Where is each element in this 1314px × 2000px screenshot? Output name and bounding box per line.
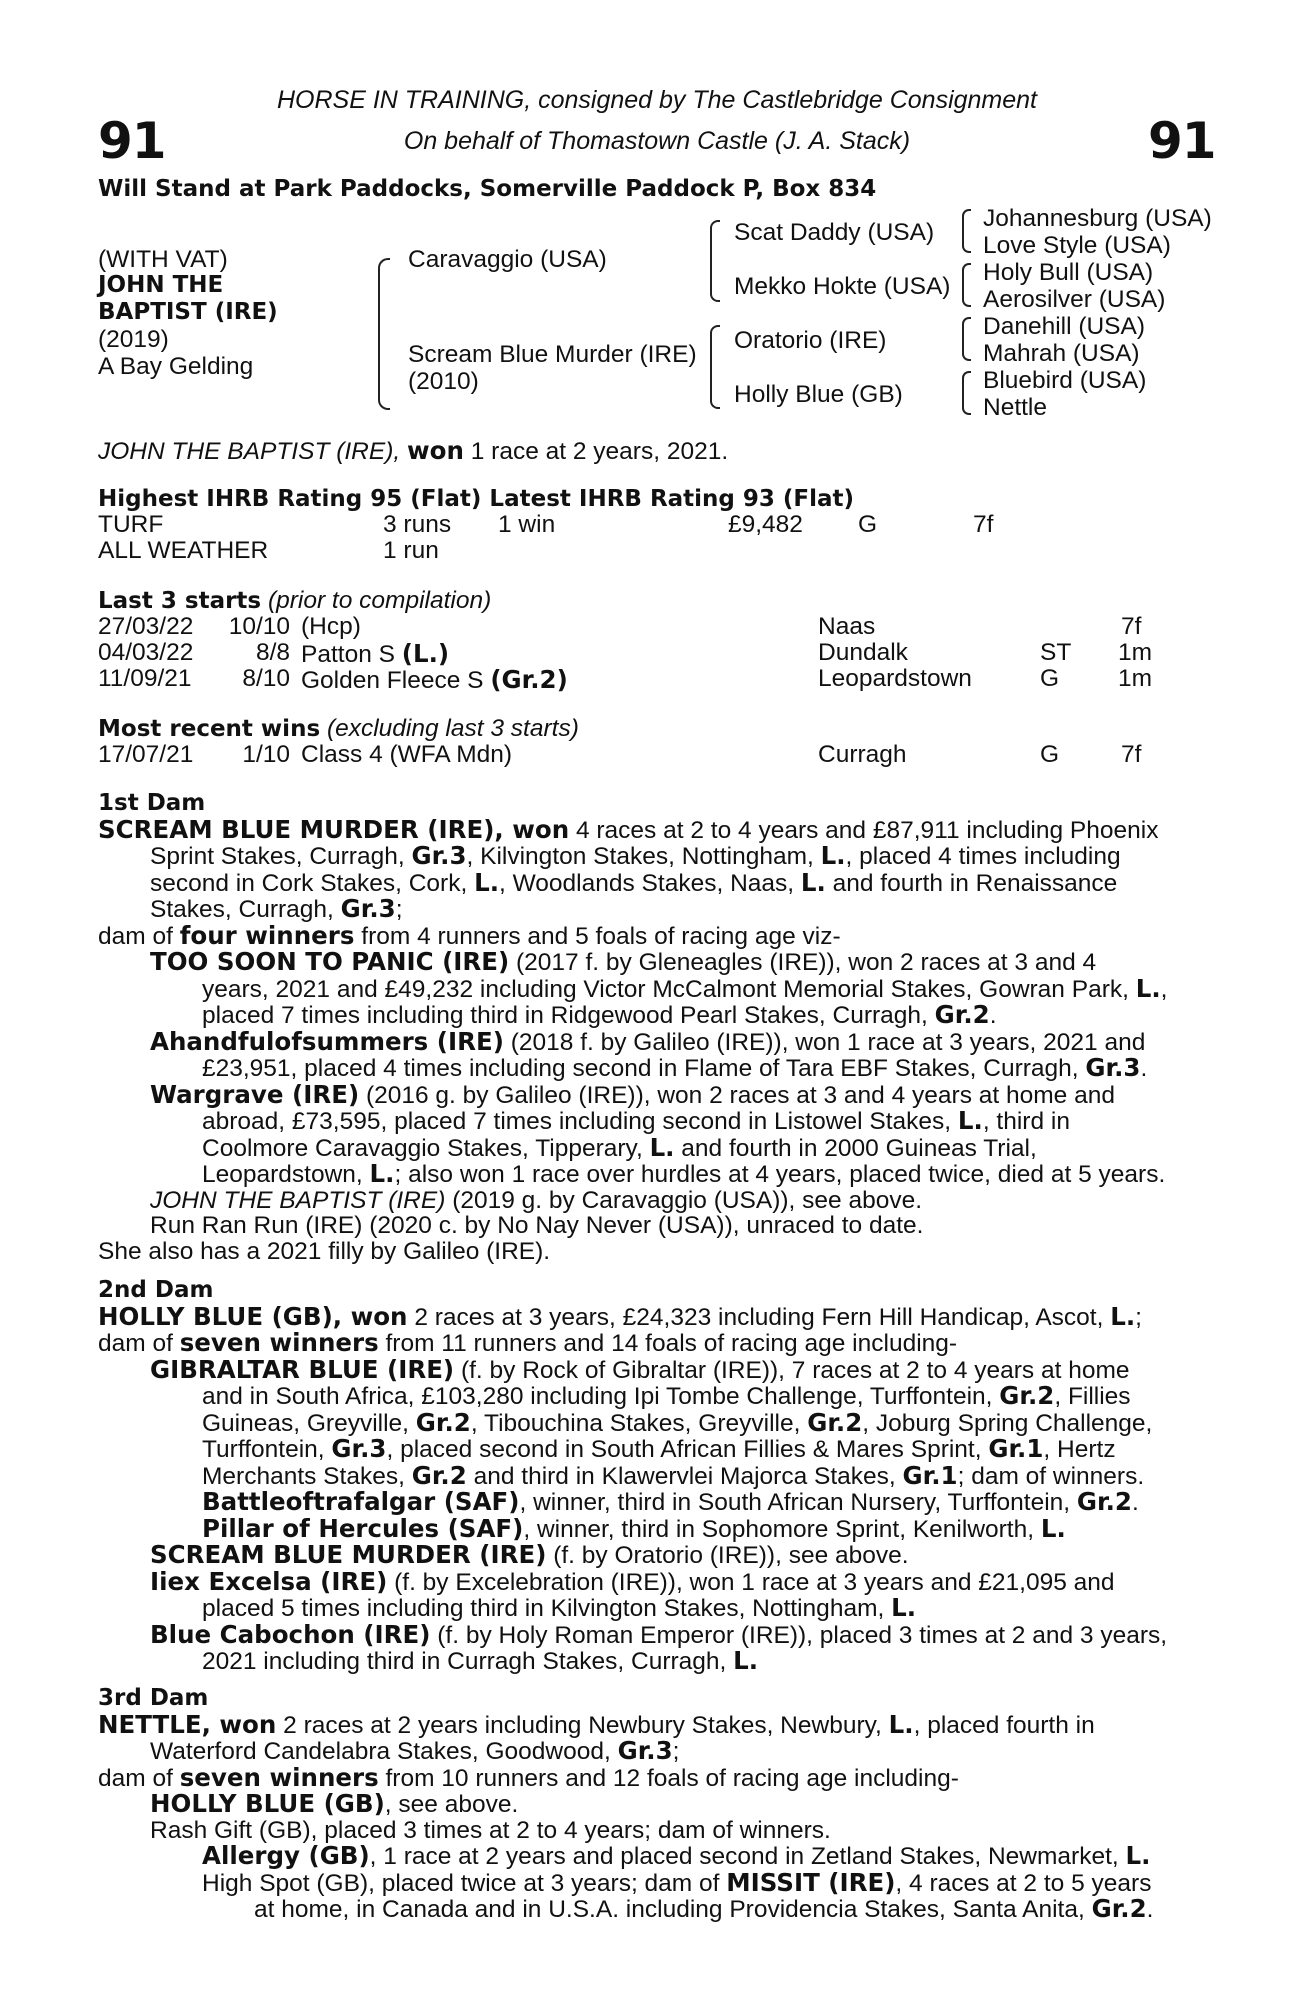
- text: and in South Africa, £103,280 including Ipi Tombe Challenge, Turffontein,: [202, 1383, 1000, 1410]
- offspring-name: SCREAM BLUE MURDER (IRE): [150, 1540, 547, 1569]
- grade: Gr.2: [807, 1407, 863, 1437]
- offspring-line: Run Ran Run (IRE) (2020 c. by No Nay Never (USA)), unraced to date.: [150, 1212, 924, 1239]
- start-dist: 7f: [1121, 613, 1142, 640]
- recent-note: (excluding last 3 starts): [326, 715, 579, 742]
- text: , Tibouchina Stakes, Greyville,: [470, 1409, 808, 1437]
- grade: Gr.2: [411, 1460, 467, 1490]
- grade: L.: [733, 1646, 759, 1675]
- text: at home, in Canada and in U.S.A. including Providencia Stakes, Santa Anita,: [254, 1896, 1092, 1923]
- dam-sire-sire: Danehill (USA): [983, 313, 1146, 340]
- text: Coolmore Caravaggio Stakes, Tipperary,: [202, 1134, 650, 1162]
- pedigree-brace-main: [378, 258, 390, 410]
- lot-number-right: 91: [1148, 112, 1216, 170]
- stand-location: Will Stand at Park Paddocks, Somerville Paddock P, Box 834: [98, 176, 877, 202]
- text: Woodlands Stakes, Naas,: [512, 869, 801, 897]
- last3-note: (prior to compilation): [267, 587, 492, 614]
- start-race: Golden Fleece S: [301, 667, 484, 694]
- text: ; also won 1 race over hurdles at 4 years, placed twice, died at 5 years.: [394, 1161, 1166, 1188]
- text: (f. by Excelebration (IRE)), won 1 race at 3 years and £21,095 and: [387, 1568, 1115, 1596]
- text: dam of: [98, 922, 180, 950]
- text: , placed 4 times including: [845, 843, 1121, 870]
- text: Leopardstown,: [202, 1161, 370, 1188]
- sire-sire-dam: Love Style (USA): [983, 232, 1171, 259]
- winners-count: seven winners: [179, 1762, 379, 1792]
- sire-name: Caravaggio (USA): [408, 246, 607, 273]
- first-dam-title: 1st Dam: [98, 790, 206, 816]
- text: 2 races at 2 years including Newbury Stakes, Newbury,: [276, 1711, 889, 1739]
- second-dam-section: 2nd Dam HOLLY BLUE (GB), won 2 races at 3 years, £24,323 including Fern Hill Handicap, Ascot, L.; dam of seven winners from 11 runners and 14 foals of racing age including- GIBRALTAR BLUE (IRE) (f. by Rock of Gibraltar (IRE)), 7 races at 2 to 4 years at home and in South Africa, £103,280 including Ipi Tombe Challenge, Turffontein, Gr.2, Fillies Guineas, Greyville, Gr.2, Tibouchina Stakes, Greyville, Gr.2, Joburg Spring Challenge, Turffontein, Gr.3, placed second in South African Fillies & Mares Sprint, Gr.1, Hertz Merchants Stakes, Gr.2 and third in Klawervlei Majorca Stakes, Gr.1; dam of winners. Battleoftrafalgar (SAF), winner, third in South African Nursery, Turffontein, Gr.2. Pillar of Hercules (SAF), winner, third in Sophomore Sprint, Kenilworth, L. SCREAM BLUE MURDER (IRE) (f. by Oratorio (IRE)), see above. Iiex Excelsa (IRE) (f. by Excelebration (IRE)), won 1 race at 3 years and £21,095 and placed 5 times including third in Kilvington Stakes, Nottingham, L. Blue Cabochon (IRE) (f. by Holy Roman Emperor (IRE)), placed 3 times at 2 and 3 years, 2021 including third in Curragh Stakes, Curragh, L.: [98, 1278, 1203, 1675]
- dam-dam-dam: Nettle: [983, 394, 1048, 421]
- text: from 11 runners and 14 foals of racing age including-: [378, 1330, 958, 1357]
- summary-rest: 1 race at 2 years, 2021.: [470, 438, 729, 465]
- text: Stakes, Curragh,: [150, 896, 341, 923]
- text: , Fillies: [1054, 1383, 1131, 1410]
- start-date: 27/03/22: [98, 613, 194, 640]
- offspring-name: HOLLY BLUE (GB): [150, 1789, 385, 1818]
- dam-name: Scream Blue Murder (IRE): [408, 341, 697, 368]
- offspring-name: Blue Cabochon (IRE): [150, 1619, 431, 1649]
- grade: Gr.1: [988, 1434, 1044, 1463]
- grade: L.: [1110, 1301, 1136, 1331]
- dam-dam: Holly Blue (GB): [734, 381, 903, 408]
- text: Turffontein,: [202, 1436, 332, 1463]
- pedigree-brace-dd: [962, 371, 971, 415]
- rating-wins: 1 win: [498, 511, 556, 538]
- text: dam of: [98, 1330, 180, 1357]
- offspring-name: Battleoftrafalgar (SAF): [202, 1487, 520, 1516]
- text: second in Cork Stakes, Cork,: [150, 869, 475, 897]
- start-course: Leopardstown: [818, 665, 972, 692]
- pedigree-brace-sire: [710, 220, 720, 302]
- lot-number-left: 91: [98, 112, 166, 170]
- start-course: Dundalk: [818, 639, 908, 666]
- last3-title: Last 3 starts: [98, 588, 262, 614]
- grade: Gr.3: [340, 894, 396, 923]
- text: , Hertz: [1043, 1436, 1116, 1463]
- third-dam-name: NETTLE, won: [98, 1709, 277, 1739]
- dam-sire-dam: Mahrah (USA): [983, 340, 1140, 367]
- grade: L.: [1135, 973, 1161, 1003]
- start-date: 11/09/21: [98, 665, 192, 692]
- grade: Gr.3: [617, 1736, 673, 1765]
- text: High Spot (GB), placed twice at 3 years; dam of: [202, 1869, 727, 1897]
- grade: Gr.2: [1091, 1894, 1147, 1923]
- summary-horse-name: JOHN THE BAPTIST (IRE),: [98, 438, 401, 465]
- sire-dam: Mekko Hokte (USA): [734, 273, 951, 300]
- text: , see above.: [384, 1791, 519, 1818]
- text: abroad, £73,595, placed 7 times including second in Listowel Stakes,: [202, 1108, 958, 1135]
- grade: L.: [888, 1709, 914, 1739]
- offspring-name: TOO SOON TO PANIC (IRE): [150, 947, 510, 976]
- text: , third in: [982, 1108, 1070, 1135]
- rating-going: G: [858, 511, 878, 538]
- dam-dam-sire: Bluebird (USA): [983, 367, 1147, 394]
- text: Sprint Stakes, Curragh,: [150, 843, 412, 870]
- text: and fourth in 2000 Guineas Trial,: [674, 1134, 1037, 1162]
- offspring-line: Rash Gift (GB), placed 3 times at 2 to 4 years; dam of winners.: [150, 1816, 831, 1844]
- grade: Gr.2: [415, 1407, 471, 1437]
- third-dam-section: 3rd Dam NETTLE, won 2 races at 2 years including Newbury Stakes, Newbury, L., placed fourth in Waterford Candelabra Stakes, Goodwood, Gr.3; dam of seven winners from 10 runners and 12 foals of racing age including- HOLLY BLUE (GB), see above. Rash Gift (GB), placed 3 times at 2 to 4 years; dam of winners. Allergy (GB), 1 race at 2 years and placed second in Zetland Stakes, Newmarket, L. High Spot (GB), placed twice at 3 years; dam of MISSIT (IRE), 4 races at 2 to 5 years at home, in Canada and in U.S.A. including Providencia Stakes, Santa Anita, Gr.2.: [98, 1686, 1203, 1923]
- sire-dam-sire: Holy Bull (USA): [983, 259, 1154, 286]
- start-position: 10/10: [228, 613, 290, 640]
- recent-title: Most recent wins: [98, 716, 321, 742]
- text: , winner, third in Sophomore Sprint, Kenilworth,: [523, 1515, 1041, 1543]
- grade: L.: [474, 867, 499, 897]
- horse-name-line2: BAPTIST (IRE): [98, 299, 278, 325]
- start-going: G: [1040, 665, 1060, 692]
- text: (2019 g. by Caravaggio (USA)), see above.: [445, 1186, 923, 1214]
- rating-money: £9,482: [728, 511, 803, 538]
- text: , Joburg Spring Challenge,: [862, 1409, 1153, 1437]
- pedigree-brace-sd: [962, 263, 971, 307]
- first-dam-section: 1st Dam SCREAM BLUE MURDER (IRE), won 4 races at 2 to 4 years and £87,911 including Phoenix Sprint Stakes, Curragh, Gr.3, Kilvington Stakes, Nottingham, L., placed 4 times including second in Cork Stakes, Cork, L., Woodlands Stakes, Naas, L. and fourth in Renaissance Stakes, Curragh, Gr.3; dam of four winners from 4 runners and 5 foals of racing age viz- TOO SOON TO PANIC (IRE) (2017 f. by Gleneagles (IRE)), won 2 races at 3 and 4 years, 2021 and £49,232 including Victor McCalmont Memorial Stakes, Gowran Park, L., placed 7 times including third in Ridgewood Pearl Stakes, Curragh, Gr.2. Ahandfulofsummers (IRE) (2018 f. by Galileo (IRE)), won 1 race at 3 years, 2021 and £23,951, placed 4 times including second in Flame of Tara EBF Stakes, Curragh, Gr.3. Wargrave (IRE) (2016 g. by Galileo (IRE)), won 2 races at 3 and 4 years at home and abroad, £73,595, placed 7 times including second in Listowel Stakes, L., third in Coolmore Caravaggio Stakes, Tipperary, L. and fourth in 2000 Guineas Trial, Leopardstown, L.; also won 1 race over hurdles at 4 years, placed twice, died at 5 years. JOHN THE BAPTIST (IRE) (2019 g. by Caravaggio (USA)), see above. Run Ran Run (IRE) (2020 c. by No Nay Never (USA)), unraced to date. She also has a 2021 filly by Galileo (IRE).: [98, 791, 1203, 1264]
- text: , 1 race at 2 years and placed second in Zetland Stakes, Newmarket,: [369, 1843, 1126, 1870]
- horse-description: A Bay Gelding: [98, 353, 254, 380]
- rating-dist: 7f: [973, 511, 994, 538]
- grade: Gr.2: [999, 1381, 1055, 1410]
- start-dist: 1m: [1118, 639, 1153, 666]
- winners-count: seven winners: [179, 1328, 379, 1357]
- text: (f. by Oratorio (IRE)), see above.: [546, 1542, 909, 1569]
- grade: L.: [1125, 1841, 1151, 1870]
- grade: Gr.2: [1076, 1487, 1132, 1516]
- start-race: (Hcp): [301, 613, 361, 640]
- text: , placed second in South African Fillies & Mares Sprint,: [386, 1436, 989, 1463]
- offspring-name: Iiex Excelsa (IRE): [150, 1566, 388, 1596]
- start-dist: 1m: [1118, 665, 1153, 692]
- horse-year: (2019): [98, 326, 169, 353]
- start-race: Patton S: [301, 641, 395, 668]
- text: from 4 runners and 5 foals of racing age viz-: [354, 922, 841, 950]
- grade: Gr.3: [1085, 1053, 1141, 1082]
- offspring-name: GIBRALTAR BLUE (IRE): [150, 1354, 455, 1384]
- win-date: 17/07/21: [98, 741, 194, 768]
- start-position: 8/8: [255, 639, 290, 666]
- second-dam-title: 2nd Dam: [98, 1277, 214, 1303]
- offspring-name: Allergy (GB): [202, 1841, 370, 1870]
- grade: Gr.3: [411, 841, 467, 870]
- last3-heading: [98, 587, 491, 615]
- start-grade: (L.): [401, 639, 450, 668]
- rating-surface: ALL WEATHER: [98, 537, 269, 564]
- text: Merchants Stakes,: [202, 1462, 412, 1490]
- text: ; dam of winners.: [957, 1462, 1145, 1490]
- grade: L.: [820, 841, 846, 870]
- start-course: Naas: [818, 613, 876, 640]
- text: placed 5 times including third in Kilvington Stakes, Nottingham,: [202, 1595, 892, 1622]
- grade: L.: [1040, 1513, 1066, 1543]
- rating-runs: 3 runs: [383, 511, 452, 538]
- offspring-name: Ahandfulofsummers (IRE): [150, 1026, 504, 1056]
- grade: L.: [649, 1132, 675, 1162]
- consignor-line: HORSE IN TRAINING, consigned by The Castlebridge Consignment: [276, 86, 1038, 114]
- text: 2021 including third in Curragh Stakes, Curragh,: [202, 1648, 734, 1675]
- pedigree-brace-dam: [710, 325, 720, 409]
- grade: L.: [369, 1159, 395, 1188]
- text: and third in Klawervlei Majorca Stakes,: [466, 1462, 903, 1490]
- text: (2016 g. by Galileo (IRE)), won 2 races at 3 and 4 years at home and: [359, 1081, 1115, 1109]
- ratings-line: Highest IHRB Rating 95 (Flat) Latest IHRB Rating 93 (Flat): [98, 486, 855, 512]
- grade: Gr.1: [902, 1460, 958, 1490]
- first-dam-name: SCREAM BLUE MURDER (IRE), won: [98, 814, 570, 844]
- grade: L.: [891, 1593, 917, 1622]
- offspring-name: Pillar of Hercules (SAF): [202, 1513, 524, 1543]
- rating-surface: TURF: [98, 511, 164, 538]
- winners-count: four winners: [179, 920, 355, 950]
- grade: Gr.3: [331, 1434, 387, 1463]
- grade: L.: [800, 867, 826, 897]
- win-dist: 7f: [1121, 741, 1142, 768]
- win-going: G: [1040, 741, 1060, 768]
- offspring-name: Wargrave (IRE): [150, 1079, 360, 1109]
- pedigree-brace-ss: [962, 209, 971, 253]
- sire-sire-sire: Johannesburg (USA): [983, 205, 1212, 232]
- start-date: 04/03/22: [98, 639, 194, 666]
- third-dam-title: 3rd Dam: [98, 1685, 209, 1711]
- text: (f. by Holy Roman Emperor (IRE)), placed 3 times at 2 and 3 years,: [430, 1621, 1168, 1649]
- grade: L.: [957, 1106, 983, 1135]
- offspring-name: JOHN THE BAPTIST (IRE): [150, 1186, 446, 1214]
- win-course: Curragh: [818, 741, 907, 768]
- horse-name-line1: JOHN THE: [98, 272, 224, 298]
- win-position: 1/10: [242, 741, 290, 768]
- text: Kilvington Stakes, Nottingham,: [480, 843, 821, 870]
- dam-year: (2010): [408, 368, 479, 395]
- sire-dam-dam: Aerosilver (USA): [983, 286, 1166, 313]
- filly-note: She also has a 2021 filly by Galileo (IRE).: [98, 1237, 551, 1265]
- text: (2018 f. by Galileo (IRE)), won 1 race at 3 years, 2021 and: [503, 1028, 1146, 1056]
- text: , placed fourth in: [913, 1711, 1095, 1739]
- offspring-name: MISSIT (IRE): [726, 1867, 896, 1897]
- race-summary: [98, 436, 728, 466]
- second-dam-name: HOLLY BLUE (GB), won: [98, 1301, 408, 1331]
- summary-won: won: [407, 436, 464, 465]
- start-going: ST: [1040, 639, 1072, 666]
- win-race: Class 4 (WFA Mdn): [301, 741, 513, 768]
- grade: Gr.2: [934, 1000, 990, 1029]
- pedigree-brace-ds: [962, 317, 971, 361]
- text: years, 2021 and £49,232 including Victor McCalmont Memorial Stakes, Gowran Park,: [202, 975, 1136, 1003]
- text: placed 7 times including third in Ridgewood Pearl Stakes, Curragh,: [202, 1002, 935, 1029]
- text: dam of: [98, 1764, 180, 1792]
- behalf-line: On behalf of Thomastown Castle (J. A. Stack): [403, 127, 911, 155]
- rating-runs: 1 run: [383, 537, 439, 564]
- dam-sire: Oratorio (IRE): [734, 327, 887, 354]
- text: (f. by Rock of Gibraltar (IRE)), 7 races at 2 to 4 years at home: [454, 1356, 1130, 1384]
- text: Waterford Candelabra Stakes, Goodwood,: [150, 1738, 618, 1765]
- start-position: 8/10: [242, 665, 290, 692]
- start-grade: (Gr.2): [490, 665, 568, 694]
- text: , 4 races at 2 to 5 years: [895, 1869, 1152, 1897]
- text: 2 races at 3 years, £24,323 including Fern Hill Handicap, Ascot,: [407, 1303, 1111, 1331]
- text: , winner, third in South African Nursery, Turffontein,: [519, 1489, 1077, 1516]
- text: from 10 runners and 12 foals of racing age including-: [378, 1764, 959, 1792]
- recent-heading: [98, 715, 579, 743]
- text: (2017 f. by Gleneagles (IRE)), won 2 races at 3 and 4: [509, 949, 1097, 976]
- text: and fourth in Renaissance: [825, 869, 1118, 897]
- text: £23,951, placed 4 times including second in Flame of Tara EBF Stakes, Curragh,: [202, 1055, 1086, 1082]
- sire-sire: Scat Daddy (USA): [734, 219, 935, 246]
- vat-note: (WITH VAT): [98, 246, 228, 273]
- text: Guineas, Greyville,: [202, 1409, 416, 1437]
- text: 4 races at 2 to 4 years and £87,911 including Phoenix: [569, 816, 1159, 844]
